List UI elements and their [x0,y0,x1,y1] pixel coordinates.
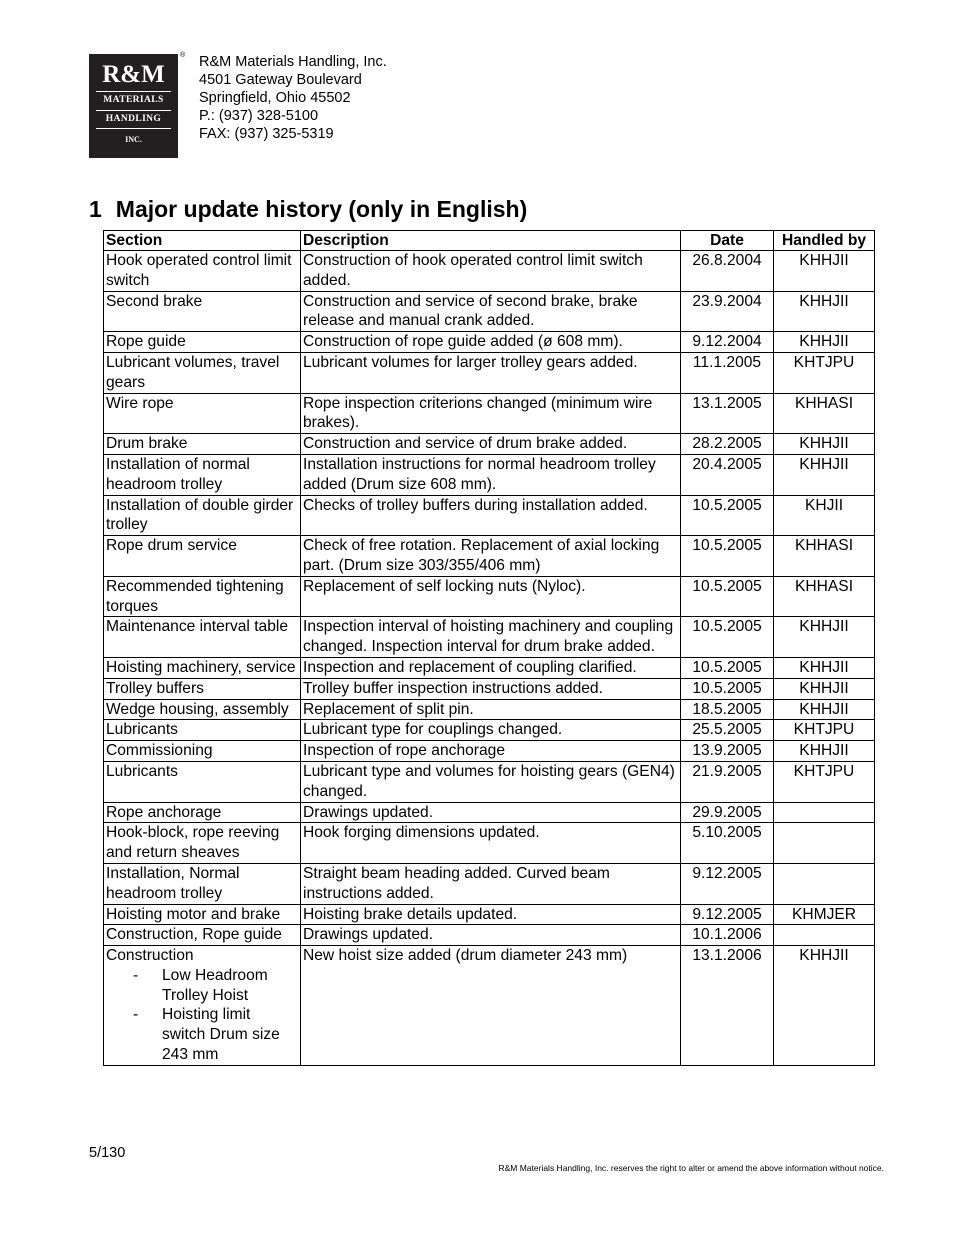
cell-description [301,678,681,699]
cell-section [104,495,301,536]
cell-date [681,761,774,802]
cell-date [681,657,774,678]
section-sublist [106,966,298,1065]
cell-handled-by [774,536,875,577]
cell-handled-by-text: KHHJII [799,679,849,697]
cell-description [301,536,681,577]
cell-date-text: 5.10.2005 [692,824,762,842]
table-row [104,332,875,353]
cell-handled-by-text: KHHJII [799,292,849,310]
cell-date [681,291,774,332]
cell-section [104,251,301,292]
cell-description [301,657,681,678]
logo-monogram: R&M [102,61,165,88]
cell-description-text: Construction and service of second brake, brake release and manual crank added. [303,292,638,330]
page-number: 5/130 [89,1145,126,1161]
cell-section-text: Commissioning [106,742,213,760]
cell-section-text: Rope drum service [106,537,237,555]
cell-handled-by-text: KHJII [804,496,844,514]
cell-handled-by [774,352,875,393]
cell-date [681,904,774,925]
cell-handled-by-text: KHHJII [799,252,849,269]
table-row [104,678,875,699]
cell-section [104,802,301,823]
cell-section [104,393,301,434]
cell-handled-by [774,291,875,332]
cell-section [104,699,301,720]
cell-date [681,454,774,495]
cell-date-text: 11.1.2005 [692,353,762,371]
table-row [104,617,875,658]
cell-date-text: 9.12.2005 [692,864,762,882]
cell-description-text: Drawings updated. [303,803,434,821]
cell-section-text: Drum brake [106,435,188,453]
cell-section-text: Wire rope [106,394,174,412]
update-history-table [103,230,875,1066]
cell-date-text: 26.8.2004 [692,252,762,269]
cell-description [301,761,681,802]
cell-description-text: Trolley buffer inspection instructions added. [303,679,603,697]
cell-section-text: Wedge housing, assembly [106,700,289,718]
page-title [89,196,527,223]
cell-description-text: Construction of rope guide added (ø 608 mm). [303,333,623,351]
cell-section [104,291,301,332]
cell-description [301,495,681,536]
cell-handled-by [774,454,875,495]
cell-handled-by [774,802,875,823]
cell-handled-by-text: KHTJPU [793,353,855,371]
cell-date-text: 10.5.2005 [692,537,762,555]
cell-description [301,925,681,946]
cell-section-text: Installation of double girder trolley [106,496,294,534]
cell-handled-by-text: KHHJII [799,435,849,453]
cell-description [301,332,681,353]
cell-section [104,720,301,741]
cell-handled-by-text: KHHASI [794,394,854,412]
cell-section [104,678,301,699]
section-number: 1 [89,196,102,222]
cell-section-text: Installation of normal headroom trolley [106,455,250,493]
cell-section-text: Hoisting machinery, service [106,658,296,676]
logo-inc: INC. [125,135,142,144]
cell-description [301,802,681,823]
cell-description [301,617,681,658]
cell-section [104,576,301,617]
cell-description [301,720,681,741]
cell-section-text: Lubricants [106,762,178,780]
cell-date-text: 9.12.2005 [692,905,762,923]
cell-description-text: Installation instructions for normal headroom trolley added (Drum size 608 mm). [303,455,656,493]
cell-handled-by [774,863,875,904]
cell-handled-by [774,434,875,455]
cell-section [104,617,301,658]
company-city: Springfield, Ohio 45502 [199,90,351,106]
company-fax: FAX: (937) 325-5319 [199,126,334,142]
cell-description-text: Construction and service of drum brake added. [303,435,628,453]
cell-description-text: Drawings updated. [303,926,434,944]
table-row [104,741,875,762]
cell-handled-by-text: KHHJII [799,742,849,760]
cell-date [681,720,774,741]
table-row [104,761,875,802]
cell-description-text: Lubricant type for couplings changed. [303,721,563,739]
cell-date [681,617,774,658]
cell-description [301,454,681,495]
cell-section [104,536,301,577]
cell-date-text: 10.1.2006 [692,926,762,944]
table-row [104,863,875,904]
cell-description [301,863,681,904]
cell-date-text: 10.5.2005 [692,577,762,595]
cell-handled-by [774,720,875,741]
cell-description-text: Lubricant volumes for larger trolley gears added. [303,353,638,371]
cell-handled-by [774,823,875,864]
cell-date [681,576,774,617]
cell-date [681,332,774,353]
table-row [104,251,875,292]
cell-description-text: Inspection and replacement of coupling clarified. [303,658,637,676]
table-row [104,393,875,434]
cell-section-text: Construction, Rope guide [106,926,282,944]
cell-handled-by [774,576,875,617]
cell-date-text: 20.4.2005 [692,455,762,473]
cell-handled-by-text: KHHASI [794,537,854,555]
cell-date [681,863,774,904]
cell-date-text: 10.5.2005 [692,496,762,514]
cell-date [681,699,774,720]
cell-section-text: Construction [106,947,194,965]
cell-section-text: Hoisting motor and brake [106,905,281,923]
cell-section [104,454,301,495]
cell-description-text: Construction of hook operated control limit switch added. [303,252,643,289]
table-row [104,802,875,823]
cell-description-text: Inspection interval of hoisting machinery and coupling changed. Inspection interval for drum brake added. [303,618,674,656]
table-row [104,925,875,946]
cell-description-text: Lubricant type and volumes for hoisting gears (GEN4) changed. [303,762,675,800]
cell-date [681,741,774,762]
cell-handled-by [774,699,875,720]
cell-date-text: 10.5.2005 [692,658,762,676]
cell-date [681,946,774,1066]
cell-section [104,946,301,1066]
cell-section-text: Rope guide [106,333,186,351]
cell-date [681,352,774,393]
table-row [104,536,875,577]
cell-handled-by-text: KHHJII [799,618,849,636]
table-row [104,454,875,495]
cell-date-text: 18.5.2005 [692,700,762,718]
table-row [104,434,875,455]
table-row [104,720,875,741]
cell-date [681,925,774,946]
cell-section [104,352,301,393]
cell-description-text: New hoist size added (drum diameter 243 mm) [303,947,628,965]
cell-handled-by [774,946,875,1066]
logo-handling: HANDLING [96,110,171,129]
cell-handled-by-text: KHHJII [799,700,849,718]
cell-section-text: Lubricants [106,721,178,739]
cell-handled-by [774,495,875,536]
table-row [104,823,875,864]
cell-handled-by-text: KHHASI [794,577,854,595]
cell-description [301,699,681,720]
table-header-row [104,231,875,251]
cell-handled-by [774,617,875,658]
cell-section-text: Lubricant volumes, travel gears [106,353,280,391]
cell-date [681,251,774,292]
company-phone: P.: (937) 328-5100 [199,108,319,124]
cell-section-text: Hook operated control limit switch [106,252,292,289]
cell-date-text: 13.9.2005 [692,742,762,760]
cell-section [104,434,301,455]
cell-description [301,576,681,617]
cell-date-text: 25.5.2005 [692,721,762,739]
cell-date [681,495,774,536]
header-section: Section [104,231,301,251]
cell-handled-by [774,925,875,946]
cell-handled-by [774,741,875,762]
table-body [104,251,875,1066]
cell-description [301,904,681,925]
section-title: Major update history (only in English) [115,196,528,222]
cell-date [681,823,774,864]
cell-handled-by [774,393,875,434]
table-row [104,946,875,1066]
cell-description-text: Hook forging dimensions updated. [303,824,540,842]
cell-date-text: 21.9.2005 [692,762,762,780]
cell-section-text: Recommended tightening torques [106,577,284,615]
cell-section [104,904,301,925]
cell-date-text: 13.1.2005 [692,394,762,412]
cell-section [104,863,301,904]
cell-section-text: Rope anchorage [106,803,222,821]
cell-description-text: Inspection of rope anchorage [303,742,505,760]
cell-description-text: Straight beam heading added. Curved beam instructions added. [303,864,610,902]
header-description: Description [301,231,681,251]
cell-section-text: Trolley buffers [106,679,204,697]
cell-handled-by [774,251,875,292]
cell-section-text: Installation, Normal headroom trolley [106,864,240,902]
table-row [104,904,875,925]
company-name: R&M Materials Handling, Inc. [199,54,387,70]
cell-section-text: Hook-block, rope reeving and return sheaves [106,824,280,862]
cell-date-text: 9.12.2004 [692,333,762,351]
cell-date [681,802,774,823]
cell-handled-by-text: KHHJII [799,333,849,351]
cell-date [681,536,774,577]
table-row [104,699,875,720]
cell-handled-by [774,761,875,802]
cell-date [681,678,774,699]
section-subitem: - Low Headroom Trolley Hoist [106,966,298,1006]
cell-description [301,823,681,864]
cell-section [104,761,301,802]
cell-date-text: 13.1.2006 [692,947,762,965]
cell-handled-by-text: KHHJII [799,947,849,965]
cell-date [681,434,774,455]
company-logo [89,54,178,158]
cell-handled-by [774,904,875,925]
company-street: 4501 Gateway Boulevard [199,72,362,88]
cell-description-text: Rope inspection criterions changed (minimum wire brakes). [303,394,653,432]
cell-section [104,925,301,946]
header-handled-by: Handled by [774,231,875,251]
header-date: Date [681,231,774,251]
cell-description [301,946,681,1066]
table-row [104,657,875,678]
cell-handled-by-text: KHMJER [791,905,857,923]
cell-description [301,434,681,455]
cell-section-text: Second brake [106,292,203,310]
cell-section [104,332,301,353]
cell-section [104,741,301,762]
cell-section-text: Maintenance interval table [106,618,289,636]
cell-handled-by-text: KHHJII [799,658,849,676]
table-row [104,352,875,393]
cell-description [301,291,681,332]
company-address [199,53,387,143]
cell-description [301,352,681,393]
cell-description-text: Checks of trolley buffers during installation added. [303,496,648,514]
cell-section [104,823,301,864]
cell-description [301,741,681,762]
cell-handled-by [774,657,875,678]
cell-date-text: 29.9.2005 [692,803,762,821]
cell-date [681,393,774,434]
cell-date-text: 10.5.2005 [692,679,762,697]
cell-handled-by-text: KHHJII [799,455,849,473]
cell-date-text: 10.5.2005 [692,618,762,636]
cell-description [301,393,681,434]
cell-description-text: Replacement of self locking nuts (Nyloc). [303,577,586,595]
section-subitem: - Hoisting limit switch Drum size 243 mm [106,1005,298,1064]
cell-handled-by [774,678,875,699]
table-row [104,576,875,617]
cell-handled-by-text: KHTJPU [793,721,855,739]
cell-section [104,657,301,678]
cell-description-text: Hoisting brake details updated. [303,905,518,923]
registered-mark: ® [180,52,186,59]
footer-notice: R&M Materials Handling, Inc. reserves the right to alter or amend the above information without notice. [498,1163,884,1173]
logo-materials: MATERIALS [96,91,171,106]
cell-date-text: 28.2.2005 [692,435,762,453]
cell-description-text: Check of free rotation. Replacement of axial locking part. (Drum size 303/355/406 mm) [303,537,660,574]
cell-date-text: 23.9.2004 [692,292,762,310]
cell-handled-by-text: KHTJPU [793,762,855,780]
table-row [104,291,875,332]
cell-description [301,251,681,292]
table-row [104,495,875,536]
cell-description-text: Replacement of split pin. [303,700,474,718]
cell-handled-by [774,332,875,353]
